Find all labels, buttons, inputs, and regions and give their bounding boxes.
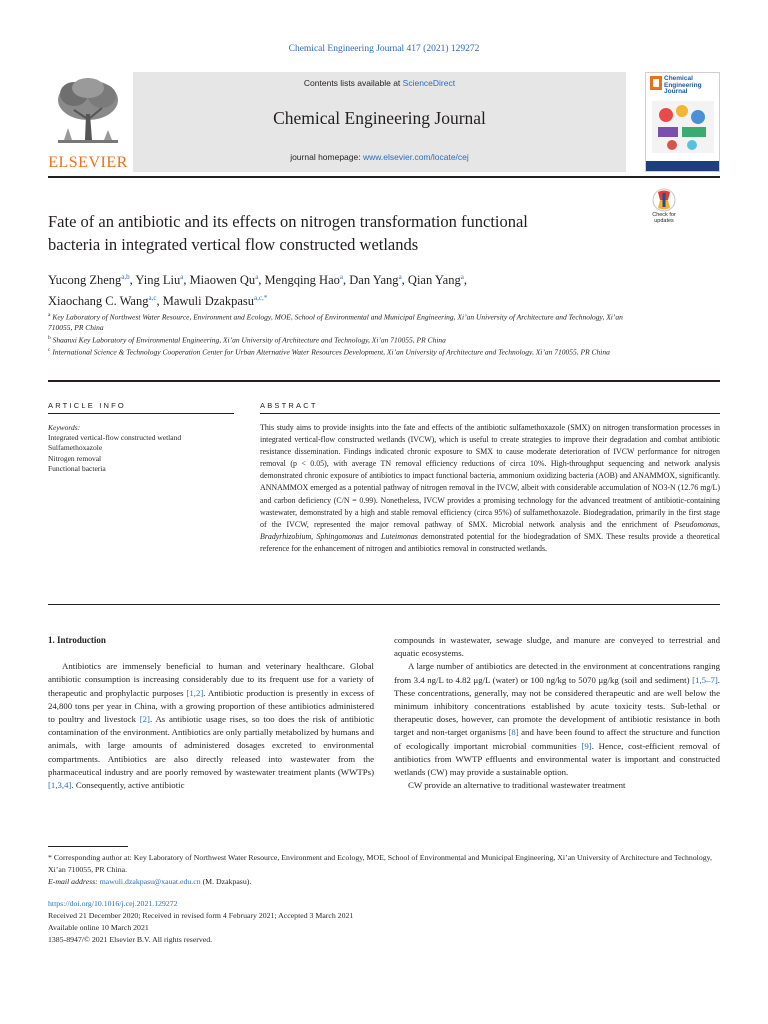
journal-banner <box>133 72 626 172</box>
homepage-link[interactable]: www.elsevier.com/locate/cej <box>362 152 469 162</box>
keyword: Nitrogen removal <box>48 453 102 463</box>
author-name[interactable]: Qian Yang <box>407 273 461 288</box>
history-dates: Received 21 December 2020; Received in revised form 4 February 2021; Accepted 3 March 2021 <box>48 911 354 920</box>
cover-artwork-icon <box>652 101 714 153</box>
copyright: 1385-8947/© 2021 Elsevier B.V. All rights reserved. <box>48 935 213 944</box>
email-link[interactable]: mawuli.dzakpasu@xauat.edu.cn <box>99 877 201 886</box>
sciencedirect-link[interactable]: ScienceDirect <box>402 78 456 88</box>
email-label: E-mail address: <box>48 877 100 886</box>
cover-logo-icon <box>650 76 662 90</box>
citation-link[interactable]: [9] <box>581 740 592 751</box>
abstract-text <box>260 422 720 555</box>
author-name[interactable]: Dan Yang <box>349 273 399 288</box>
author-list: Yucong Zheng$^{a,b}$, Ying Liu$^a$, Miaowen Qu$^a$, Mengqing Hao$^a$, Dan Yang$^a$, Qian Yang$^a$, Xiaochang C. Wang$^{a,c}$, Mawuli Dzakpasu$^{a,c,*}$ <box>48 273 467 309</box>
body-column-left <box>48 634 374 792</box>
text-run: . These concentrations, generally, may not be considered therapeutic and are well below the minimum inhibitory concentrations established by acute toxicity tests. Sub-lethal or therapeutic doses, however, can promote the development of antibiotic resistance in both target and non-target organisms <box>394 674 720 738</box>
genus-name: Sphingomonas <box>316 531 363 541</box>
abstract-part: This study aims to provide insights into the fate and effects of the antibiotic sulfamethoxazole (SMX) on nitrogen transformation processes in integrated vertical-flow constructed wetlands (IVCW), which is useful to create strategies to improve their degradation and combat antibiotic resistance dissemination. Findings indicated chronic exposure to SMX to cause moderate deterioration of IVCW performance for nitrogen removal (p < 0.05), with average TN removal efficiency reductions of circa 10%. High-throughput sequencing and network analysis demonstrated chronic exposure of antibiotics to impact functional bacteria, ammonium oxidizing bacteria (AOB) and ANAMMOX, significantly. ANNAMMOX emerged as a potential pathway of nitrogen removal in the IVCW, albeit with considerable accumulation of NO3-N (12.76 mg/L) and carbon deficiency (C/N = 0.99). Nonetheless, IVCW provides a promising technology for the advanced treatment of antibiotic-containing wastewater, demonstrated by a high and stable removal efficiency (circa 95%) of sulfamethoxazole. Biodegradation, primarily in the first stage of the IVCW, represented the major removal pathway of SMX. Microbial network analysis and the enrichment of <box>260 423 720 529</box>
affiliation-mark: b <box>48 334 51 341</box>
author-name[interactable]: Yucong Zheng <box>48 273 122 288</box>
section-heading: 1. Introduction <box>48 635 106 645</box>
affiliation-mark: a <box>48 312 51 318</box>
footnote <box>48 852 720 888</box>
author-affil-link[interactable]: a <box>460 273 464 281</box>
affiliations <box>48 310 638 358</box>
elsevier-logo[interactable] <box>48 74 128 172</box>
cover-title-line: Journal <box>664 88 688 95</box>
journal-reference[interactable]: Chemical Engineering Journal 417 (2021) 129272 <box>288 44 480 54</box>
abstract-separator: , <box>311 531 317 541</box>
abstract-rule <box>260 413 720 414</box>
article-info-rule <box>48 413 234 414</box>
author-name[interactable]: Mengqing Hao <box>264 273 340 288</box>
article-title <box>48 210 638 256</box>
text-run: . Consequently, active antibiotic <box>71 780 185 791</box>
author-name[interactable]: Ying Liu <box>135 273 181 288</box>
article-info-heading: ARTICLE INFO <box>48 401 126 410</box>
elsevier-tree-icon <box>52 74 124 152</box>
cover-title-line: Engineering <box>664 81 702 89</box>
homepage-line <box>133 152 626 162</box>
paragraph: CW provide an alternative to traditional wastewater treatment <box>408 780 626 791</box>
corresponding-author-note: * Corresponding author at: Key Laboratory of Northwest Water Resource, Environment and Ecology, MOE, School of Environmental and Municipal Engineering, Xi’an University of Architecture and Technology, Xi’an 710055, PR China. <box>48 853 712 874</box>
available-online: Available online 10 March 2021 <box>48 923 149 932</box>
author-affil-link[interactable]: a <box>339 273 343 281</box>
email-suffix: (M. Dzakpasu). <box>200 877 252 886</box>
check-for-updates-button[interactable] <box>646 188 682 228</box>
affiliation-text: International Science & Technology Cooperation Center for Urban Alternative Water Resources Development, Xi’an University of Architecture and Technology, Xi’an 710055, PR China <box>52 347 610 357</box>
text-run: . As antibiotic usage rises, so too does the risk of antibiotic contamination of the environment. Antibiotics are only partially metabolized by humans and animals, with large amounts of administered dosages excreted to environmental compartments. Antibiotics are also directly released into wastewater from the pharmaceutical industry and are poorly removed by wastewater treatment plants (WWTPs) <box>48 714 374 777</box>
affiliation <box>48 310 638 333</box>
author-name[interactable]: Miaowen Qu <box>189 273 256 288</box>
author-name[interactable]: Xiaochang C. Wang <box>48 294 149 309</box>
keywords-label: Keywords: <box>48 423 81 432</box>
author-affil-link[interactable]: a,c <box>148 294 157 303</box>
paragraph <box>394 660 720 779</box>
citation-link[interactable]: [1,3,4] <box>48 780 72 791</box>
crossmark-label-line: Check for <box>652 212 676 218</box>
abstract-bottom-rule <box>48 604 720 605</box>
contents-line <box>133 78 626 88</box>
keyword: Sulfamethoxazole <box>48 443 103 453</box>
author-affil-link[interactable]: a <box>398 273 402 281</box>
affiliation <box>48 345 638 358</box>
genus-name: Luteimonas <box>381 531 418 541</box>
journal-cover[interactable] <box>645 72 720 172</box>
text-run: . Hence, cost-efficient removal of antibiotics from WWTP effluents and environmental water is important and constructed wetlands (CW) may provide a sustainable option. <box>394 740 720 778</box>
footnote-rule <box>48 846 128 847</box>
journal-title: Chemical Engineering Journal <box>273 108 486 128</box>
paragraph: compounds in wastewater, sewage sludge, and manure are conveyed to terrestrial and aquatic ecosystems. <box>394 635 720 659</box>
citation-link[interactable]: [1,5–7] <box>692 674 718 685</box>
genus-name: Bradyrhizobium <box>260 531 312 541</box>
text-run: A large number of antibiotics are detected in the environment at concentrations ranging from 3.4 ng/L to 4.82 μg/L (water) or 100 ng/kg to 5070 μg/kg (soil and sediment) <box>394 661 720 685</box>
author-affil-link[interactable]: a <box>255 273 259 281</box>
affiliation-mark: c <box>48 347 51 353</box>
abstract-heading: ABSTRACT <box>260 401 318 410</box>
affiliation-text: Key Laboratory of Northwest Water Resource, Environment and Ecology, MOE, School of Environmental and Municipal Engineering, Xi’an University of Architecture and Technology, Xi’an 710055, PR China <box>48 312 623 332</box>
crossmark-label <box>646 212 682 224</box>
abstract-separator: and <box>362 531 382 541</box>
body-column-right <box>394 634 720 792</box>
author-affil-link[interactable]: a <box>180 273 184 281</box>
text-run: and have been found to affect the structure and function of ecologically important microbial communities <box>394 727 721 751</box>
abstract-separator: , <box>718 519 720 529</box>
doi-link[interactable]: https://doi.org/10.1016/j.cej.2021.129272 <box>48 899 178 908</box>
homepage-prefix: journal homepage: <box>290 152 363 162</box>
contents-prefix: Contents lists available at <box>303 78 403 88</box>
masthead <box>48 70 720 174</box>
cover-title <box>664 76 702 96</box>
affiliation <box>48 333 638 346</box>
email-line <box>48 876 720 888</box>
abstract-part: demonstrated potential for the biodegradation of SMX. These results provide a theoretical reference for the enhancement of nitrogen and antibiotics removal in constructed wetlands. <box>260 531 720 553</box>
masthead-rule <box>48 176 720 178</box>
citation-link[interactable]: [1,2] <box>186 687 204 698</box>
author-affil-link[interactable]: a,c,* <box>254 294 268 303</box>
info-top-rule <box>48 380 720 382</box>
genus-name: Pseudomonas <box>674 519 719 529</box>
keyword: Integrated vertical-flow constructed wetland <box>48 433 182 443</box>
text-run: Antibiotics are immensely beneficial to human and veterinary healthcare. Global antibiotic consumption is increasing considerably due to its frequent use for a variety of therapeutic and prophylactic purposes <box>48 661 374 698</box>
author-name[interactable]: Mawuli Dzakpasu <box>162 294 254 309</box>
citation-link[interactable]: [8] <box>508 727 519 738</box>
elsevier-wordmark: ELSEVIER <box>48 154 128 171</box>
article-title-line: Fate of an antibiotic and its effects on nitrogen transformation functional <box>48 212 528 231</box>
cover-footer-bar <box>646 161 719 171</box>
author-affil-link[interactable]: a,b <box>121 273 130 281</box>
keyword: Functional bacteria <box>48 463 106 473</box>
paragraph <box>48 660 374 792</box>
publication-info <box>48 898 720 946</box>
affiliation-text: Shaanxi Key Laboratory of Environmental Engineering, Xi’an University of Architecture and Technology, Xi’an 710055, PR China <box>52 335 446 344</box>
citation-link[interactable]: [2] <box>139 714 150 725</box>
keywords-block <box>48 423 228 474</box>
cover-title-line: Chemical <box>664 75 693 82</box>
article-title-line: bacteria in integrated vertical flow constructed wetlands <box>48 235 419 254</box>
crossmark-icon <box>652 188 676 212</box>
text-run: . Antibiotic production is presently in excess of 24,800 tons per year in China, with a growing proportion of these antibiotics administered to poultry and livestock <box>48 687 374 725</box>
crossmark-label-line: updates <box>654 218 674 224</box>
